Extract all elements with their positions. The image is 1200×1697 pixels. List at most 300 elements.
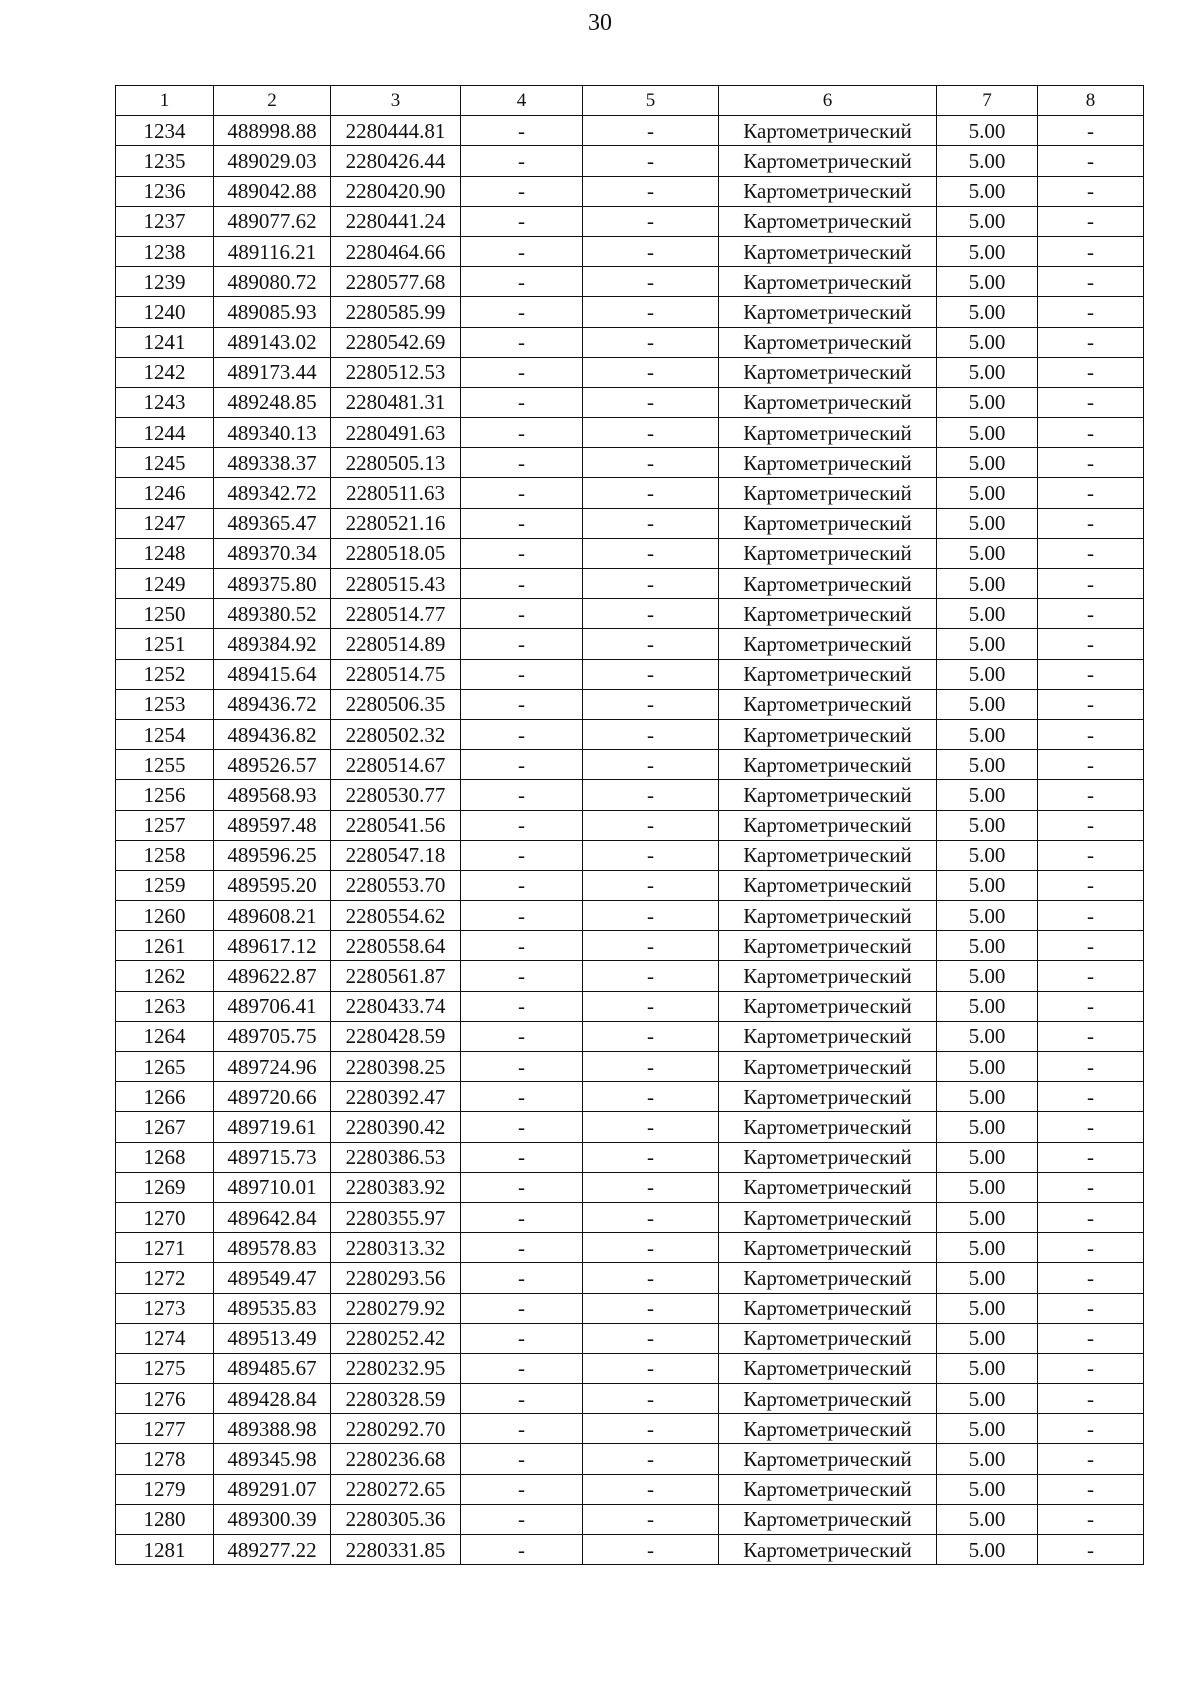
table-cell: - bbox=[1038, 1233, 1144, 1263]
table-cell: 5.00 bbox=[937, 176, 1038, 206]
table-cell: 489342.72 bbox=[214, 478, 331, 508]
table-cell: 489608.21 bbox=[214, 901, 331, 931]
table-cell: - bbox=[461, 840, 583, 870]
table-cell: 489642.84 bbox=[214, 1202, 331, 1232]
column-header: 1 bbox=[116, 86, 214, 116]
table-cell: 2280530.77 bbox=[331, 780, 461, 810]
table-cell: - bbox=[461, 1323, 583, 1353]
table-cell: 5.00 bbox=[937, 1202, 1038, 1232]
table-cell: 2280506.35 bbox=[331, 689, 461, 719]
table-cell: - bbox=[1038, 478, 1144, 508]
table-cell: 5.00 bbox=[937, 1504, 1038, 1534]
table-cell: Картометрический bbox=[719, 1172, 937, 1202]
table-cell: 1247 bbox=[116, 508, 214, 538]
table-cell: 2280481.31 bbox=[331, 387, 461, 417]
table-cell: 2280464.66 bbox=[331, 236, 461, 266]
table-cell: - bbox=[1038, 1323, 1144, 1353]
table-cell: 488998.88 bbox=[214, 116, 331, 146]
table-cell: 2280232.95 bbox=[331, 1353, 461, 1383]
table-cell: - bbox=[1038, 991, 1144, 1021]
table-cell: Картометрический bbox=[719, 116, 937, 146]
table-cell: - bbox=[1038, 659, 1144, 689]
table-cell: 5.00 bbox=[937, 357, 1038, 387]
table-cell: - bbox=[583, 1504, 719, 1534]
table-cell: 5.00 bbox=[937, 1112, 1038, 1142]
table-cell: 489715.73 bbox=[214, 1142, 331, 1172]
table-cell: 1245 bbox=[116, 448, 214, 478]
table-cell: - bbox=[583, 1021, 719, 1051]
table-cell: 2280386.53 bbox=[331, 1142, 461, 1172]
table-cell: 489578.83 bbox=[214, 1233, 331, 1263]
table-cell: - bbox=[583, 569, 719, 599]
table-cell: - bbox=[1038, 1052, 1144, 1082]
table-cell: 1279 bbox=[116, 1474, 214, 1504]
table-row bbox=[116, 750, 1144, 780]
table-cell: 2280585.99 bbox=[331, 297, 461, 327]
table-cell: 489485.67 bbox=[214, 1353, 331, 1383]
table-row bbox=[116, 327, 1144, 357]
table-cell: - bbox=[583, 1444, 719, 1474]
table-cell: 5.00 bbox=[937, 508, 1038, 538]
table-cell: Картометрический bbox=[719, 961, 937, 991]
table-cell: - bbox=[1038, 357, 1144, 387]
table-cell: - bbox=[1038, 599, 1144, 629]
table-row bbox=[116, 1293, 1144, 1323]
page-number: 30 bbox=[588, 10, 612, 36]
table-cell: - bbox=[461, 961, 583, 991]
table-cell: - bbox=[461, 1504, 583, 1534]
table-cell: - bbox=[1038, 448, 1144, 478]
table-cell: 2280502.32 bbox=[331, 719, 461, 749]
table-cell: 489277.22 bbox=[214, 1535, 331, 1565]
table-cell: 2280515.43 bbox=[331, 569, 461, 599]
table-cell: - bbox=[461, 1384, 583, 1414]
table-cell: - bbox=[583, 206, 719, 236]
table-cell: Картометрический bbox=[719, 599, 937, 629]
table-cell: - bbox=[461, 146, 583, 176]
table-cell: - bbox=[461, 1052, 583, 1082]
table-cell: 1236 bbox=[116, 176, 214, 206]
table-cell: - bbox=[583, 1293, 719, 1323]
table-cell: Картометрический bbox=[719, 569, 937, 599]
table-row bbox=[116, 1444, 1144, 1474]
table-cell: - bbox=[583, 1082, 719, 1112]
table-row bbox=[116, 267, 1144, 297]
table-cell: Картометрический bbox=[719, 810, 937, 840]
table-cell: - bbox=[583, 901, 719, 931]
table-cell: 2280514.77 bbox=[331, 599, 461, 629]
table-cell: 2280541.56 bbox=[331, 810, 461, 840]
table-row bbox=[116, 991, 1144, 1021]
table-cell: 489291.07 bbox=[214, 1474, 331, 1504]
table-cell: - bbox=[583, 1384, 719, 1414]
table-cell: - bbox=[1038, 689, 1144, 719]
table-cell: 1253 bbox=[116, 689, 214, 719]
table-cell: - bbox=[461, 1112, 583, 1142]
table-cell: 1265 bbox=[116, 1052, 214, 1082]
table-cell: 5.00 bbox=[937, 387, 1038, 417]
table-cell: - bbox=[461, 236, 583, 266]
table-cell: 5.00 bbox=[937, 1384, 1038, 1414]
table-cell: 489710.01 bbox=[214, 1172, 331, 1202]
table-cell: 5.00 bbox=[937, 750, 1038, 780]
table-cell: - bbox=[461, 1293, 583, 1323]
table-cell: 2280553.70 bbox=[331, 870, 461, 900]
table-cell: - bbox=[461, 206, 583, 236]
table-cell: - bbox=[583, 991, 719, 1021]
table-cell: - bbox=[583, 508, 719, 538]
table-cell: Картометрический bbox=[719, 206, 937, 236]
table-cell: - bbox=[583, 810, 719, 840]
table-row bbox=[116, 538, 1144, 568]
column-header: 5 bbox=[583, 86, 719, 116]
table-cell: 5.00 bbox=[937, 146, 1038, 176]
table-row bbox=[116, 689, 1144, 719]
table-cell: 1244 bbox=[116, 418, 214, 448]
table-cell: - bbox=[1038, 1444, 1144, 1474]
table-cell: 1276 bbox=[116, 1384, 214, 1414]
table-cell: 5.00 bbox=[937, 840, 1038, 870]
table-cell: 5.00 bbox=[937, 448, 1038, 478]
table-cell: Картометрический bbox=[719, 1384, 937, 1414]
table-row bbox=[116, 478, 1144, 508]
table-cell: 5.00 bbox=[937, 297, 1038, 327]
table-cell: 2280313.32 bbox=[331, 1233, 461, 1263]
table-cell: - bbox=[461, 659, 583, 689]
table-row bbox=[116, 1142, 1144, 1172]
table-cell: 2280331.85 bbox=[331, 1535, 461, 1565]
table-cell: 489370.34 bbox=[214, 538, 331, 568]
table-cell: - bbox=[1038, 931, 1144, 961]
table-cell: Картометрический bbox=[719, 629, 937, 659]
table-cell: 1267 bbox=[116, 1112, 214, 1142]
table-cell: 2280542.69 bbox=[331, 327, 461, 357]
table-cell: Картометрический bbox=[719, 750, 937, 780]
table-cell: 1264 bbox=[116, 1021, 214, 1051]
table-cell: Картометрический bbox=[719, 387, 937, 417]
table-cell: 5.00 bbox=[937, 327, 1038, 357]
table-cell: - bbox=[461, 1142, 583, 1172]
table-cell: 489720.66 bbox=[214, 1082, 331, 1112]
column-header: 6 bbox=[719, 86, 937, 116]
table-cell: - bbox=[583, 236, 719, 266]
table-cell: 5.00 bbox=[937, 1263, 1038, 1293]
table-cell: 2280514.67 bbox=[331, 750, 461, 780]
table-cell: 5.00 bbox=[937, 267, 1038, 297]
table-cell: 489029.03 bbox=[214, 146, 331, 176]
table-cell: - bbox=[1038, 206, 1144, 236]
table-cell: 1272 bbox=[116, 1263, 214, 1293]
table-row bbox=[116, 840, 1144, 870]
table-cell: 489549.47 bbox=[214, 1263, 331, 1293]
table-cell: Картометрический bbox=[719, 508, 937, 538]
table-cell: 2280561.87 bbox=[331, 961, 461, 991]
table-cell: - bbox=[583, 1414, 719, 1444]
table-cell: 2280236.68 bbox=[331, 1444, 461, 1474]
table-cell: 1269 bbox=[116, 1172, 214, 1202]
table-cell: 489617.12 bbox=[214, 931, 331, 961]
table-cell: - bbox=[1038, 116, 1144, 146]
table-cell: 1261 bbox=[116, 931, 214, 961]
table-cell: 1274 bbox=[116, 1323, 214, 1353]
table-row bbox=[116, 870, 1144, 900]
table-row bbox=[116, 780, 1144, 810]
table-cell: 1270 bbox=[116, 1202, 214, 1232]
table-cell: 1252 bbox=[116, 659, 214, 689]
table-cell: - bbox=[1038, 629, 1144, 659]
table-cell: - bbox=[583, 116, 719, 146]
table-row bbox=[116, 146, 1144, 176]
table-row bbox=[116, 931, 1144, 961]
table-cell: 489340.13 bbox=[214, 418, 331, 448]
table-cell: 489706.41 bbox=[214, 991, 331, 1021]
table-cell: Картометрический bbox=[719, 176, 937, 206]
table-cell: 2280428.59 bbox=[331, 1021, 461, 1051]
table-cell: 2280518.05 bbox=[331, 538, 461, 568]
table-cell: - bbox=[1038, 146, 1144, 176]
table-cell: 1251 bbox=[116, 629, 214, 659]
table-cell: - bbox=[1038, 176, 1144, 206]
table-cell: Картометрический bbox=[719, 327, 937, 357]
table-cell: 1239 bbox=[116, 267, 214, 297]
table-cell: Картометрический bbox=[719, 870, 937, 900]
table-cell: Картометрический bbox=[719, 1052, 937, 1082]
table-cell: - bbox=[461, 991, 583, 1021]
table-cell: - bbox=[583, 780, 719, 810]
table-cell: - bbox=[583, 176, 719, 206]
table-cell: 2280433.74 bbox=[331, 991, 461, 1021]
table-cell: 489388.98 bbox=[214, 1414, 331, 1444]
table-cell: 489428.84 bbox=[214, 1384, 331, 1414]
table-cell: 5.00 bbox=[937, 206, 1038, 236]
table-cell: - bbox=[461, 810, 583, 840]
table-row bbox=[116, 1504, 1144, 1534]
table-cell: Картометрический bbox=[719, 1535, 937, 1565]
table-cell: - bbox=[583, 327, 719, 357]
table-cell: Картометрический bbox=[719, 448, 937, 478]
table-cell: - bbox=[461, 448, 583, 478]
table-row bbox=[116, 659, 1144, 689]
table-cell: - bbox=[1038, 1353, 1144, 1383]
column-header: 8 bbox=[1038, 86, 1144, 116]
table-cell: - bbox=[583, 1233, 719, 1263]
table-cell: 2280511.63 bbox=[331, 478, 461, 508]
table-cell: - bbox=[1038, 1172, 1144, 1202]
table-cell: - bbox=[1038, 1474, 1144, 1504]
table-cell: Картометрический bbox=[719, 1263, 937, 1293]
table-cell: - bbox=[461, 719, 583, 749]
table-header-row bbox=[116, 86, 1144, 116]
table-cell: 2280293.56 bbox=[331, 1263, 461, 1293]
table-cell: 489513.49 bbox=[214, 1323, 331, 1353]
table-cell: 489080.72 bbox=[214, 267, 331, 297]
table-cell: 5.00 bbox=[937, 659, 1038, 689]
table-cell: 2280383.92 bbox=[331, 1172, 461, 1202]
table-row bbox=[116, 599, 1144, 629]
table-row bbox=[116, 1384, 1144, 1414]
table-cell: Картометрический bbox=[719, 1293, 937, 1323]
table-cell: 1255 bbox=[116, 750, 214, 780]
table-cell: - bbox=[461, 297, 583, 327]
table-cell: 5.00 bbox=[937, 569, 1038, 599]
table-cell: 5.00 bbox=[937, 719, 1038, 749]
table-cell: Картометрический bbox=[719, 297, 937, 327]
table-cell: - bbox=[583, 1202, 719, 1232]
table-cell: - bbox=[461, 931, 583, 961]
table-cell: 2280554.62 bbox=[331, 901, 461, 931]
table-cell: - bbox=[583, 538, 719, 568]
table-cell: - bbox=[461, 1263, 583, 1293]
table-cell: 1271 bbox=[116, 1233, 214, 1263]
table-cell: Картометрический bbox=[719, 931, 937, 961]
table-cell: 489526.57 bbox=[214, 750, 331, 780]
table-cell: - bbox=[461, 870, 583, 900]
table-cell: - bbox=[461, 1444, 583, 1474]
table-cell: 5.00 bbox=[937, 1444, 1038, 1474]
table-cell: - bbox=[461, 689, 583, 719]
column-header: 3 bbox=[331, 86, 461, 116]
table-cell: - bbox=[583, 478, 719, 508]
table-cell: - bbox=[1038, 901, 1144, 931]
table-cell: 1278 bbox=[116, 1444, 214, 1474]
table-cell: 489597.48 bbox=[214, 810, 331, 840]
table-cell: 489116.21 bbox=[214, 236, 331, 266]
table-cell: 5.00 bbox=[937, 1142, 1038, 1172]
table-cell: - bbox=[1038, 418, 1144, 448]
table-cell: Картометрический bbox=[719, 236, 937, 266]
table-cell: 1266 bbox=[116, 1082, 214, 1112]
table-row bbox=[116, 629, 1144, 659]
table-cell: Картометрический bbox=[719, 1112, 937, 1142]
table-cell: 1281 bbox=[116, 1535, 214, 1565]
table-cell: 2280521.16 bbox=[331, 508, 461, 538]
table-cell: Картометрический bbox=[719, 1414, 937, 1444]
table-cell: 489248.85 bbox=[214, 387, 331, 417]
table-cell: 5.00 bbox=[937, 478, 1038, 508]
table-cell: 1235 bbox=[116, 146, 214, 176]
table-row bbox=[116, 1414, 1144, 1444]
table-cell: 489345.98 bbox=[214, 1444, 331, 1474]
table-row bbox=[116, 1474, 1144, 1504]
table-cell: 1268 bbox=[116, 1142, 214, 1172]
table-cell: - bbox=[461, 418, 583, 448]
table-cell: 2280305.36 bbox=[331, 1504, 461, 1534]
table-cell: - bbox=[583, 1112, 719, 1142]
table-cell: - bbox=[1038, 1142, 1144, 1172]
table-cell: 1275 bbox=[116, 1353, 214, 1383]
table-cell: 5.00 bbox=[937, 810, 1038, 840]
table-cell: 489724.96 bbox=[214, 1052, 331, 1082]
table-cell: Картометрический bbox=[719, 1504, 937, 1534]
table-cell: 5.00 bbox=[937, 1414, 1038, 1444]
table-cell: 489143.02 bbox=[214, 327, 331, 357]
table-cell: 1273 bbox=[116, 1293, 214, 1323]
table-cell: 1240 bbox=[116, 297, 214, 327]
table-cell: 5.00 bbox=[937, 1474, 1038, 1504]
table-cell: - bbox=[461, 1353, 583, 1383]
table-cell: - bbox=[461, 508, 583, 538]
table-row bbox=[116, 1233, 1144, 1263]
table-cell: - bbox=[583, 689, 719, 719]
table-cell: 2280514.75 bbox=[331, 659, 461, 689]
table-cell: - bbox=[1038, 719, 1144, 749]
table-cell: - bbox=[461, 478, 583, 508]
table-cell: 489365.47 bbox=[214, 508, 331, 538]
table-cell: 5.00 bbox=[937, 236, 1038, 266]
table-cell: 1263 bbox=[116, 991, 214, 1021]
table-row bbox=[116, 1112, 1144, 1142]
table-cell: Картометрический bbox=[719, 659, 937, 689]
table-row bbox=[116, 810, 1144, 840]
coordinates-table bbox=[115, 85, 1144, 1565]
table-cell: 1277 bbox=[116, 1414, 214, 1444]
table-cell: - bbox=[461, 569, 583, 599]
table-row bbox=[116, 236, 1144, 266]
table-cell: 489596.25 bbox=[214, 840, 331, 870]
table-cell: Картометрический bbox=[719, 1233, 937, 1263]
table-cell: Картометрический bbox=[719, 1474, 937, 1504]
table-cell: 1237 bbox=[116, 206, 214, 236]
table-cell: 1241 bbox=[116, 327, 214, 357]
table-cell: 1280 bbox=[116, 1504, 214, 1534]
table-cell: 2280390.42 bbox=[331, 1112, 461, 1142]
table-cell: - bbox=[461, 538, 583, 568]
table-cell: - bbox=[461, 780, 583, 810]
table-cell: 489415.64 bbox=[214, 659, 331, 689]
table-cell: 489535.83 bbox=[214, 1293, 331, 1323]
table-cell: 1238 bbox=[116, 236, 214, 266]
table-cell: 2280558.64 bbox=[331, 931, 461, 961]
table-cell: - bbox=[461, 116, 583, 146]
table-row bbox=[116, 1263, 1144, 1293]
table-cell: - bbox=[583, 870, 719, 900]
table-cell: 5.00 bbox=[937, 1172, 1038, 1202]
table-cell: 2280420.90 bbox=[331, 176, 461, 206]
table-cell: 1248 bbox=[116, 538, 214, 568]
table-cell: 1258 bbox=[116, 840, 214, 870]
table-cell: 5.00 bbox=[937, 1052, 1038, 1082]
table-row bbox=[116, 176, 1144, 206]
table-cell: - bbox=[583, 961, 719, 991]
table-cell: 489077.62 bbox=[214, 206, 331, 236]
table-cell: 5.00 bbox=[937, 1082, 1038, 1112]
table-cell: - bbox=[461, 176, 583, 206]
table-cell: Картометрический bbox=[719, 1142, 937, 1172]
table-cell: Картометрический bbox=[719, 146, 937, 176]
table-cell: 2280279.92 bbox=[331, 1293, 461, 1323]
table-cell: - bbox=[461, 629, 583, 659]
table-cell: - bbox=[461, 1202, 583, 1232]
table-cell: - bbox=[583, 1353, 719, 1383]
table-cell: - bbox=[583, 267, 719, 297]
table-cell: 2280441.24 bbox=[331, 206, 461, 236]
table-row bbox=[116, 1052, 1144, 1082]
table-cell: 5.00 bbox=[937, 901, 1038, 931]
table-cell: - bbox=[461, 327, 583, 357]
table-cell: 5.00 bbox=[937, 961, 1038, 991]
table-row bbox=[116, 297, 1144, 327]
table-cell: 1250 bbox=[116, 599, 214, 629]
table-cell: - bbox=[1038, 1504, 1144, 1534]
table-cell: - bbox=[583, 357, 719, 387]
table-row bbox=[116, 961, 1144, 991]
table-cell: - bbox=[461, 1474, 583, 1504]
table-cell: 2280577.68 bbox=[331, 267, 461, 297]
table-cell: 2280398.25 bbox=[331, 1052, 461, 1082]
table-cell: 489436.82 bbox=[214, 719, 331, 749]
table-cell: - bbox=[583, 1052, 719, 1082]
table-cell: Картометрический bbox=[719, 478, 937, 508]
